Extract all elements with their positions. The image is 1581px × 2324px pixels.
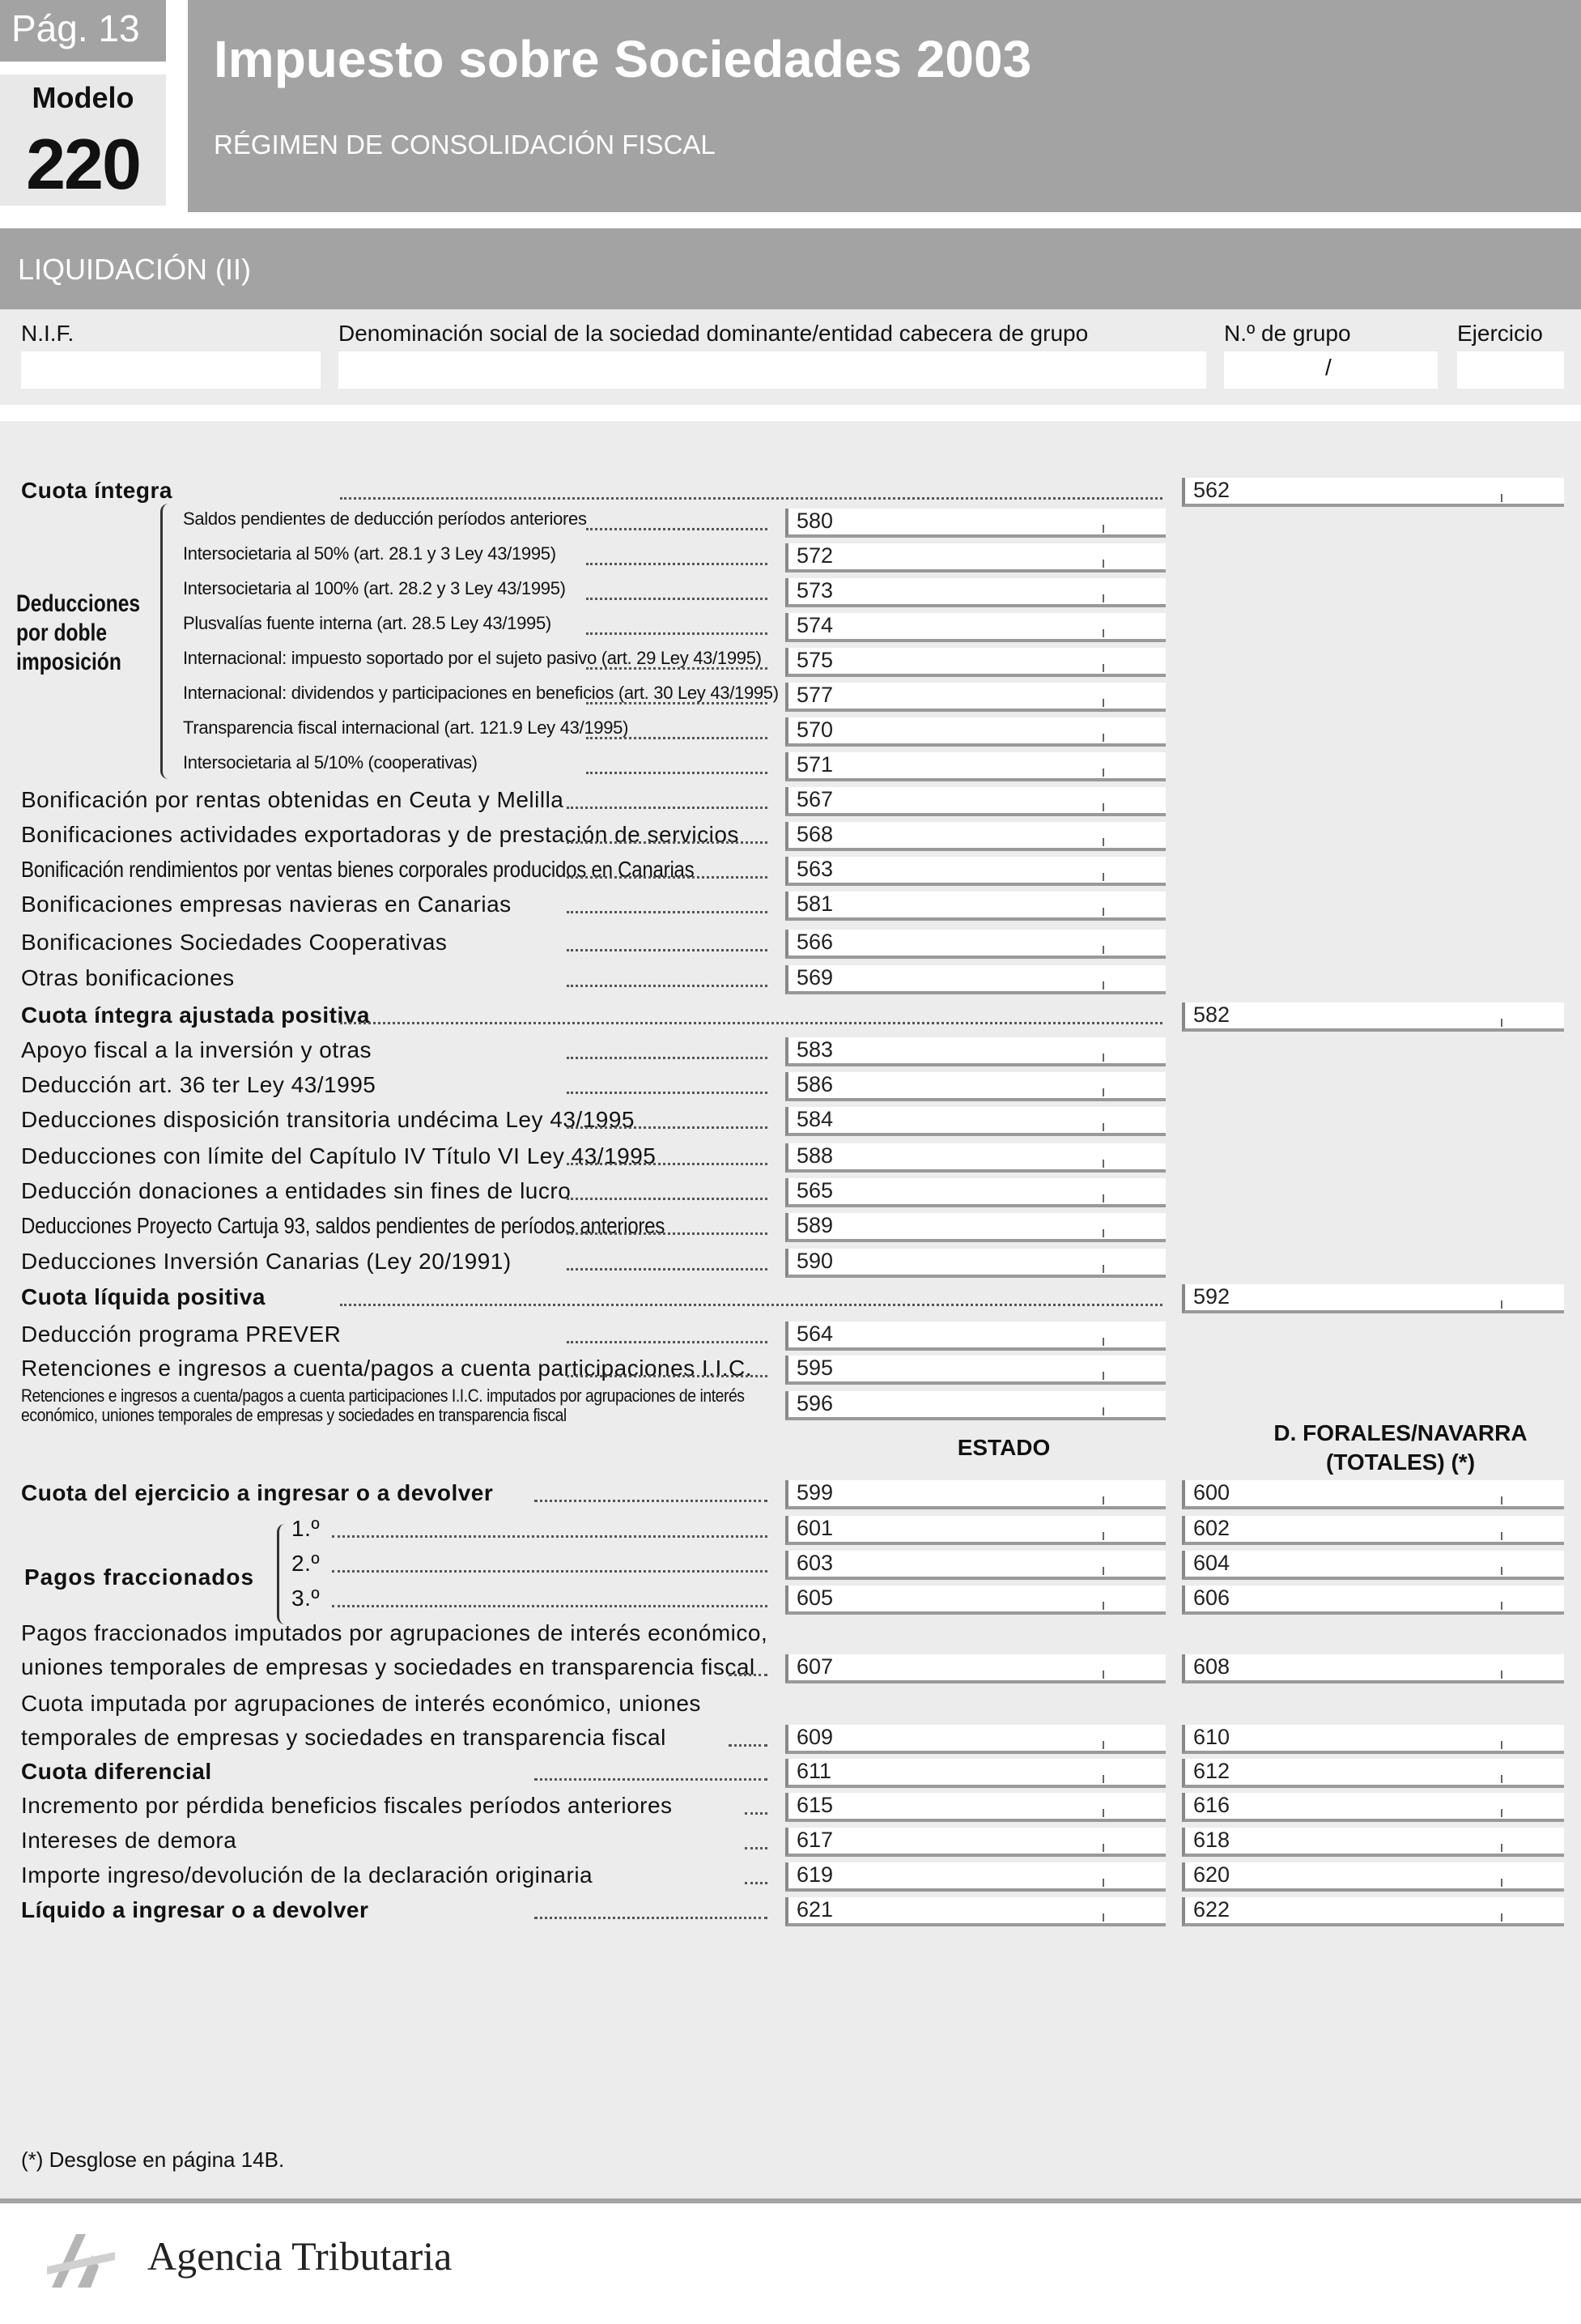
leader-dots — [567, 1196, 767, 1200]
row-label-568: Bonificaciones actividades exportadoras y de prestación de servicios — [21, 822, 739, 847]
row-label-562: Cuota íntegra — [21, 478, 172, 503]
amount-field-569[interactable] — [785, 965, 1166, 994]
decimal-mark — [1103, 873, 1104, 881]
box-code: 566 — [797, 930, 834, 954]
box-code: 619 — [797, 1862, 834, 1887]
amount-field-563[interactable] — [785, 857, 1166, 886]
amount-field-588[interactable] — [785, 1143, 1166, 1173]
box-code: 570 — [797, 717, 834, 742]
document-subtitle: RÉGIMEN DE CONSOLIDACIÓN FISCAL — [214, 130, 716, 160]
amount-field-622[interactable] — [1182, 1897, 1564, 1926]
decimal-mark — [1103, 560, 1104, 568]
row-label-573: Intersocietaria al 100% (art. 28.2 y 3 Ley 43/1995) — [183, 578, 566, 598]
model-box — [0, 74, 166, 206]
amount-field-582[interactable] — [1182, 1002, 1564, 1032]
box-code: 580 — [797, 509, 834, 533]
leader-dots — [567, 947, 767, 951]
decimal-mark — [1501, 1532, 1502, 1540]
decimal-mark — [1103, 594, 1104, 602]
amount-field-580[interactable] — [785, 509, 1166, 538]
row-label-569: Otras bonificaciones — [21, 965, 235, 990]
model-number: 220 — [26, 124, 140, 204]
box-code: 603 — [797, 1551, 834, 1575]
leader-dots — [586, 735, 767, 739]
row-label-574: Plusvalías fuente interna (art. 28.5 Ley 43/1995) — [183, 613, 551, 633]
box-code: 606 — [1193, 1586, 1230, 1610]
title-band — [188, 0, 1581, 212]
box-code: 599 — [797, 1480, 834, 1505]
amount-field-568[interactable] — [785, 822, 1166, 851]
decimal-mark — [1501, 1567, 1502, 1575]
row-label-583: Apoyo fiscal a la inversión y otras — [21, 1037, 372, 1062]
leader-dots — [332, 1603, 767, 1607]
decimal-mark — [1103, 768, 1104, 777]
amount-field-609[interactable] — [785, 1725, 1166, 1754]
box-code: 592 — [1193, 1284, 1230, 1309]
box-code: 565 — [797, 1178, 834, 1202]
grupo-label: N.º de grupo — [1224, 321, 1351, 346]
leader-dots — [567, 983, 767, 987]
decimal-mark — [1103, 1123, 1104, 1131]
denominacion-field[interactable] — [338, 351, 1206, 389]
amount-field-573[interactable] — [785, 578, 1166, 607]
row-label-565: Deducción donaciones a entidades sin fines de lucro — [21, 1178, 572, 1203]
box-code: 612 — [1193, 1759, 1230, 1783]
amount-field-602[interactable] — [1182, 1516, 1564, 1545]
box-code: 575 — [797, 648, 834, 672]
leader-dots — [534, 1777, 767, 1781]
row-label-564: Deducción programa PREVER — [21, 1322, 342, 1347]
amount-field-566[interactable] — [785, 930, 1166, 959]
grupo-field[interactable] — [1224, 351, 1438, 389]
row-label-589: Deducciones Proyecto Cartuja 93, saldos pendientes de períodos anteriores — [21, 1213, 665, 1238]
forales-column-header — [1263, 1419, 1538, 1477]
agencia-tributaria-logo-icon — [45, 2231, 118, 2291]
amount-field-619[interactable] — [785, 1862, 1166, 1892]
leader-dots — [567, 1055, 767, 1059]
model-label: Modelo — [32, 81, 134, 114]
deducciones-label-line1: Deducciones — [16, 590, 141, 617]
identification-area — [0, 309, 1581, 405]
box-code: 573 — [797, 578, 834, 602]
decimal-mark — [1103, 1265, 1104, 1273]
box-code: 602 — [1193, 1516, 1230, 1540]
leader-dots — [567, 805, 767, 809]
decimal-mark — [1103, 1602, 1104, 1610]
row-label-603: 2.º — [291, 1551, 321, 1576]
box-code: 589 — [797, 1213, 834, 1237]
box-code: 620 — [1193, 1862, 1230, 1887]
box-code: 586 — [797, 1072, 834, 1096]
amount-field-575[interactable] — [785, 648, 1166, 677]
amount-field-567[interactable] — [785, 787, 1166, 816]
row-label-575: Internacional: impuesto soportado por el sujeto pasivo (art. 29 Ley 43/1995) — [183, 648, 762, 668]
leader-dots — [745, 1880, 767, 1884]
leader-dots — [586, 561, 767, 565]
ejercicio-field[interactable] — [1457, 351, 1564, 389]
amount-field-584[interactable] — [785, 1107, 1166, 1136]
row-label-615: Incremento por pérdida beneficios fiscales períodos anteriores — [21, 1793, 673, 1818]
leader-dots — [586, 700, 767, 704]
amount-field-586[interactable] — [785, 1072, 1166, 1101]
amount-field-610[interactable] — [1182, 1725, 1564, 1754]
amount-field-601[interactable] — [785, 1516, 1166, 1545]
decimal-mark — [1501, 1602, 1502, 1610]
footnote: (*) Desglose en página 14B. — [21, 2147, 285, 2172]
amount-field-592[interactable] — [1182, 1284, 1564, 1313]
row-label-572: Intersocietaria al 50% (art. 28.1 y 3 Ley 43/1995) — [183, 543, 556, 564]
decimal-mark — [1103, 1496, 1104, 1505]
box-code: 568 — [797, 822, 834, 846]
box-code: 583 — [797, 1037, 834, 1062]
row-label-592: Cuota líquida positiva — [21, 1284, 266, 1309]
row-label-566: Bonificaciones Sociedades Cooperativas — [21, 930, 448, 955]
amount-field-590[interactable] — [785, 1249, 1166, 1278]
footer — [0, 2203, 1581, 2324]
leader-dots — [567, 1339, 767, 1343]
row-label-619: Importe ingreso/devolución de la declaración originaria — [21, 1862, 593, 1888]
agency-name: Agencia Tributaria — [147, 2233, 453, 2279]
page-number-box — [0, 0, 166, 62]
decimal-mark — [1501, 494, 1502, 502]
amount-field-605[interactable] — [785, 1586, 1166, 1615]
decimal-mark — [1103, 838, 1104, 846]
leader-dots — [586, 770, 767, 774]
row-label-586: Deducción art. 36 ter Ley 43/1995 — [21, 1072, 376, 1097]
row-label-567: Bonificación por rentas obtenidas en Ceuta y Melilla — [21, 787, 564, 812]
decimal-mark — [1501, 1879, 1502, 1887]
box-code: 615 — [797, 1793, 834, 1817]
row-label-563: Bonificación rendimientos por ventas bienes corporales producidos en Canarias — [21, 857, 695, 882]
leader-dots — [729, 1672, 767, 1676]
amount-field-607[interactable] — [785, 1654, 1166, 1683]
box-code: 564 — [797, 1322, 834, 1346]
box-code: 611 — [797, 1759, 832, 1783]
box-code: 617 — [797, 1828, 834, 1852]
decimal-mark — [1501, 1913, 1502, 1922]
row-label-577: Internacional: dividendos y participaciones en beneficios (art. 30 Ley 43/1995) — [183, 683, 779, 703]
decimal-mark — [1103, 1160, 1104, 1168]
box-code: 588 — [797, 1143, 834, 1168]
decimal-mark — [1103, 1741, 1104, 1749]
box-code: 569 — [797, 965, 834, 990]
amount-field-608[interactable] — [1182, 1654, 1564, 1683]
leader-dots — [567, 1266, 767, 1271]
decimal-mark — [1103, 525, 1104, 533]
box-code: 595 — [797, 1356, 834, 1380]
leader-dots — [340, 496, 1162, 500]
decimal-mark — [1501, 1809, 1502, 1817]
leader-dots — [567, 1125, 767, 1129]
leader-dots — [567, 909, 767, 913]
pagos-fraccionados-label: Pagos fraccionados — [24, 1564, 255, 1590]
row-label-621: Líquido a ingresar o a devolver — [21, 1897, 369, 1922]
document-title: Impuesto sobre Sociedades 2003 — [214, 30, 1032, 88]
row-label-571: Intersocietaria al 5/10% (cooperativas) — [183, 752, 478, 773]
box-code: 600 — [1193, 1480, 1230, 1505]
leader-dots — [332, 1534, 767, 1538]
decimal-mark — [1103, 1338, 1104, 1346]
box-code: 571 — [797, 752, 834, 777]
row-label-601: 1.º — [291, 1516, 321, 1541]
deducciones-brace — [160, 504, 171, 779]
row-label-599: Cuota del ejercicio a ingresar o a devolver — [21, 1480, 494, 1505]
amount-field-577[interactable] — [785, 683, 1166, 712]
leader-dots — [586, 631, 767, 635]
nif-field[interactable] — [21, 351, 321, 389]
forales-header-line2: (TOTALES) (*) — [1325, 1449, 1476, 1475]
ejercicio-label: Ejercicio — [1457, 321, 1543, 346]
decimal-mark — [1103, 946, 1104, 954]
estado-column-header: ESTADO — [957, 1435, 1051, 1460]
leader-dots — [534, 1498, 767, 1502]
amount-field-612[interactable] — [1182, 1759, 1564, 1788]
box-code: 584 — [797, 1107, 834, 1131]
row-label-581: Bonificaciones empresas navieras en Canarias — [21, 892, 512, 917]
deducciones-label-line3: imposición — [16, 649, 121, 675]
decimal-mark — [1103, 1567, 1104, 1575]
deducciones-label-line2: por doble — [16, 619, 108, 646]
nif-label: N.I.F. — [21, 321, 74, 346]
row-label-580: Saldos pendientes de deducción períodos anteriores — [183, 509, 587, 529]
leader-dots — [567, 875, 767, 879]
leader-dots — [340, 1302, 1162, 1306]
row-label-609-line2: temporales de empresas y sociedades en transparencia fiscal — [21, 1725, 666, 1750]
grupo-separator: / — [1325, 355, 1332, 380]
decimal-mark — [1103, 1532, 1104, 1540]
box-code: 582 — [1193, 1002, 1230, 1027]
leader-dots — [567, 1161, 767, 1165]
decimal-mark — [1501, 1496, 1502, 1505]
leader-dots — [534, 1915, 767, 1919]
amount-field-574[interactable] — [785, 613, 1166, 642]
amount-field-611[interactable] — [785, 1759, 1166, 1788]
decimal-mark — [1103, 699, 1104, 707]
amount-field-618[interactable] — [1182, 1828, 1564, 1857]
page-number: Pág. 13 — [11, 7, 140, 49]
row-label-595: Retenciones e ingresos a cuenta/pagos a cuenta participaciones I.I.C. — [21, 1356, 753, 1381]
amount-field-603[interactable] — [785, 1551, 1166, 1580]
leader-dots — [586, 666, 767, 670]
row-label-584: Deducciones disposición transitoria undécima Ley 43/1995 — [21, 1107, 635, 1132]
amount-field-596[interactable] — [785, 1391, 1166, 1420]
box-code: 616 — [1193, 1793, 1230, 1817]
decimal-mark — [1501, 1019, 1502, 1027]
decimal-mark — [1103, 664, 1104, 672]
amount-field-617[interactable] — [785, 1828, 1166, 1857]
leader-dots — [567, 1231, 767, 1235]
decimal-mark — [1103, 1775, 1104, 1783]
amount-field-600[interactable] — [1182, 1480, 1564, 1509]
box-code: 610 — [1193, 1725, 1230, 1749]
decimal-mark — [1103, 803, 1104, 811]
amount-field-583[interactable] — [785, 1037, 1166, 1066]
leader-dots — [586, 526, 767, 530]
decimal-mark — [1103, 1194, 1104, 1202]
box-code: 581 — [797, 892, 834, 916]
amount-field-615[interactable] — [785, 1793, 1166, 1822]
box-code: 604 — [1193, 1551, 1230, 1575]
deducciones-group-label — [16, 590, 140, 677]
row-label-617: Intereses de demora — [21, 1828, 237, 1853]
decimal-mark — [1103, 908, 1104, 916]
amount-field-571[interactable] — [785, 752, 1166, 781]
row-label-588: Deducciones con límite del Capítulo IV Título VI Ley 43/1995 — [21, 1143, 657, 1168]
box-code: 621 — [797, 1897, 834, 1922]
decimal-mark — [1501, 1775, 1502, 1783]
leader-dots — [567, 1373, 767, 1377]
amount-field-599[interactable] — [785, 1480, 1166, 1509]
amount-field-621[interactable] — [785, 1897, 1166, 1926]
leader-dots — [745, 1811, 767, 1815]
decimal-mark — [1103, 1407, 1104, 1415]
decimal-mark — [1103, 1671, 1104, 1679]
decimal-mark — [1103, 1372, 1104, 1380]
row-label-609-line1: Cuota imputada por agrupaciones de interés económico, uniones — [21, 1691, 701, 1716]
row-label-582: Cuota íntegra ajustada positiva — [21, 1002, 370, 1028]
decimal-mark — [1103, 1053, 1104, 1062]
row-label-570: Transparencia fiscal internacional (art. 121.9 Ley 43/1995) — [183, 717, 629, 738]
amount-field-616[interactable] — [1182, 1793, 1564, 1822]
decimal-mark — [1103, 1809, 1104, 1817]
leader-dots — [729, 1743, 767, 1747]
leader-dots — [567, 840, 767, 844]
box-code: 567 — [797, 787, 834, 811]
amount-field-572[interactable] — [785, 543, 1166, 572]
box-code: 577 — [797, 683, 834, 707]
box-code: 563 — [797, 857, 834, 881]
box-code: 572 — [797, 543, 834, 568]
section-title: LIQUIDACIÓN (II) — [18, 253, 252, 286]
decimal-mark — [1501, 1844, 1502, 1852]
leader-dots — [567, 1090, 767, 1094]
row-label-607-line2: uniones temporales de empresas y sociedades en transparencia fiscal — [21, 1654, 755, 1679]
box-code: 608 — [1193, 1654, 1230, 1679]
denominacion-label: Denominación social de la sociedad dominante/entidad cabecera de grupo — [338, 321, 1089, 346]
amount-field-620[interactable] — [1182, 1862, 1564, 1892]
decimal-mark — [1103, 1913, 1104, 1922]
row-label-605: 3.º — [291, 1586, 321, 1611]
box-code: 609 — [797, 1725, 834, 1749]
leader-dots — [745, 1845, 767, 1849]
amount-field-564[interactable] — [785, 1322, 1166, 1351]
amount-field-604[interactable] — [1182, 1551, 1564, 1580]
decimal-mark — [1103, 1088, 1104, 1096]
amount-field-606[interactable] — [1182, 1586, 1564, 1615]
box-code: 618 — [1193, 1828, 1230, 1852]
leader-dots — [586, 596, 767, 600]
box-code: 562 — [1193, 478, 1230, 502]
box-code: 596 — [797, 1391, 834, 1415]
decimal-mark — [1501, 1671, 1502, 1679]
box-code: 607 — [797, 1654, 834, 1679]
box-code: 622 — [1193, 1897, 1230, 1922]
decimal-mark — [1103, 1844, 1104, 1852]
amount-field-562[interactable] — [1182, 478, 1564, 507]
section-band — [0, 228, 1581, 309]
forales-header-line1: D. FORALES/NAVARRA — [1273, 1420, 1528, 1445]
amount-field-565[interactable] — [785, 1178, 1166, 1207]
row-label-596: Retenciones e ingresos a cuenta/pagos a cuenta participaciones I.I.C. imputados por agrupaciones de interés económico, uniones temporales de empresas y sociedades en transparencia fiscal — [21, 1385, 745, 1425]
decimal-mark — [1103, 981, 1104, 990]
decimal-mark — [1103, 1229, 1104, 1237]
pagos-brace — [277, 1524, 287, 1624]
box-code: 605 — [797, 1586, 834, 1610]
amount-field-581[interactable] — [785, 892, 1166, 921]
row-label-611: Cuota diferencial — [21, 1759, 212, 1784]
decimal-mark — [1103, 629, 1104, 637]
decimal-mark — [1501, 1300, 1502, 1309]
box-code: 590 — [797, 1249, 834, 1273]
decimal-mark — [1501, 1741, 1502, 1749]
leader-dots — [340, 1020, 1162, 1024]
decimal-mark — [1103, 1879, 1104, 1887]
box-code: 601 — [797, 1516, 834, 1540]
row-label-607-line1: Pagos fraccionados imputados por agrupaciones de interés económico, — [21, 1620, 768, 1645]
decimal-mark — [1103, 734, 1104, 742]
box-code: 574 — [797, 613, 834, 637]
row-label-590: Deducciones Inversión Canarias (Ley 20/1991) — [21, 1249, 512, 1274]
amount-field-589[interactable] — [785, 1213, 1166, 1242]
amount-field-595[interactable] — [785, 1356, 1166, 1385]
amount-field-570[interactable] — [785, 717, 1166, 747]
leader-dots — [332, 1568, 767, 1573]
